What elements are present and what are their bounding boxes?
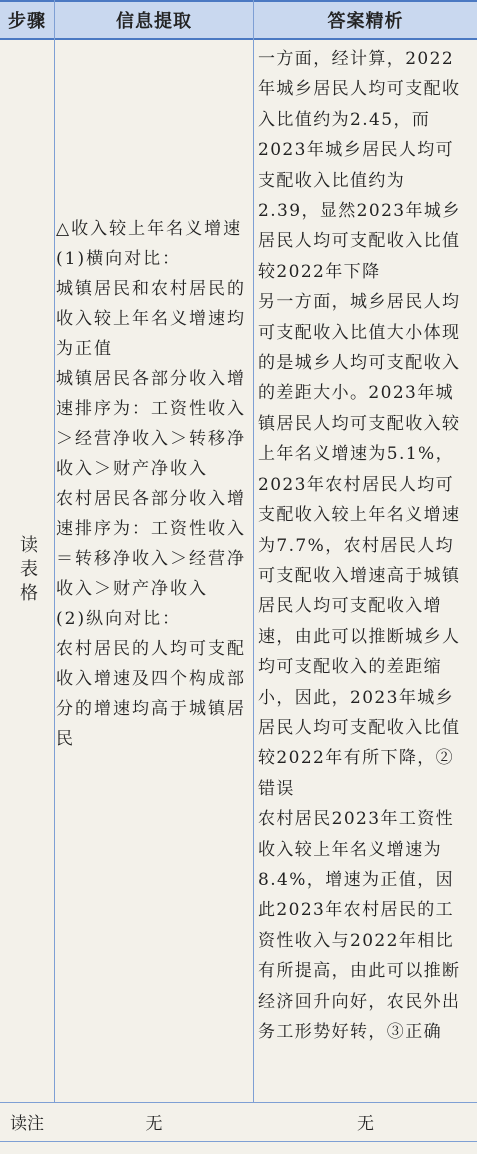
answer-cell-notes: 无	[357, 1114, 374, 1134]
header-step: 步骤	[8, 11, 46, 32]
info-item: 城镇居民各部分收入增速排序为：工资性收入＞经营净收入＞转移净收入＞财产净收入	[56, 369, 246, 479]
header-info: 信息提取	[116, 11, 192, 32]
info-item: 农村居民的人均可支配收入增速及四个构成部分的增速均高于城镇居民	[56, 639, 246, 749]
info-cell-main	[56, 214, 246, 754]
info-cell-notes: 无	[145, 1114, 163, 1134]
step-label-notes: 读注	[10, 1114, 44, 1134]
answer-paragraph: 另一方面，城乡居民人均可支配收入比值大小体现的是城乡人均可支配收入的差距大小。2023年城镇居民人均可支配收入较上年名义增速为5.1%，2023年农村居民人均可支配收入较上年名义增速为7.7%，农村居民人均可支配收入增速高于城镇居民人均可支配收入增速，由此可以推断城乡人均可支配收入的差距缩小，因此，2023年城乡居民人均可支配收入比值较2022年有所下降，②错误	[258, 292, 461, 799]
info-item: (2)纵向对比：	[56, 609, 182, 629]
info-item: 城镇居民和农村居民的收入较上年名义增速均为正值	[56, 279, 246, 359]
answer-paragraph: 农村居民2023年工资性收入较上年名义增速为8.4%，增速为正值，因此2023年农村居民的工资性收入与2022年相比有所提高，由此可以推断经济回升向好，农民外出务工形势好转，③正确	[258, 809, 461, 1042]
header-answer: 答案精析	[327, 11, 404, 32]
table-row-notes	[0, 1102, 477, 1142]
step-label-main: 读表格	[17, 535, 38, 607]
table-header	[0, 0, 477, 40]
answer-paragraph: 一方面，经计算，2022年城乡居民人均可支配收入比值约为2.45，而2023年城乡居民人均可支配收入比值约为2.39，显然2023年城乡居民人均可支配收入比值较2022年下降	[258, 49, 461, 282]
info-item: △收入较上年名义增速	[56, 219, 243, 239]
info-item: (1)横向对比：	[56, 249, 182, 269]
answer-cell-main	[258, 44, 464, 1047]
divider-col2	[253, 0, 254, 1142]
info-item: 农村居民各部分收入增速排序为：工资性收入＝转移净收入＞经营净收入＞财产净收入	[56, 489, 246, 599]
step-cell-main	[0, 40, 54, 1102]
divider-col1	[54, 0, 55, 1142]
